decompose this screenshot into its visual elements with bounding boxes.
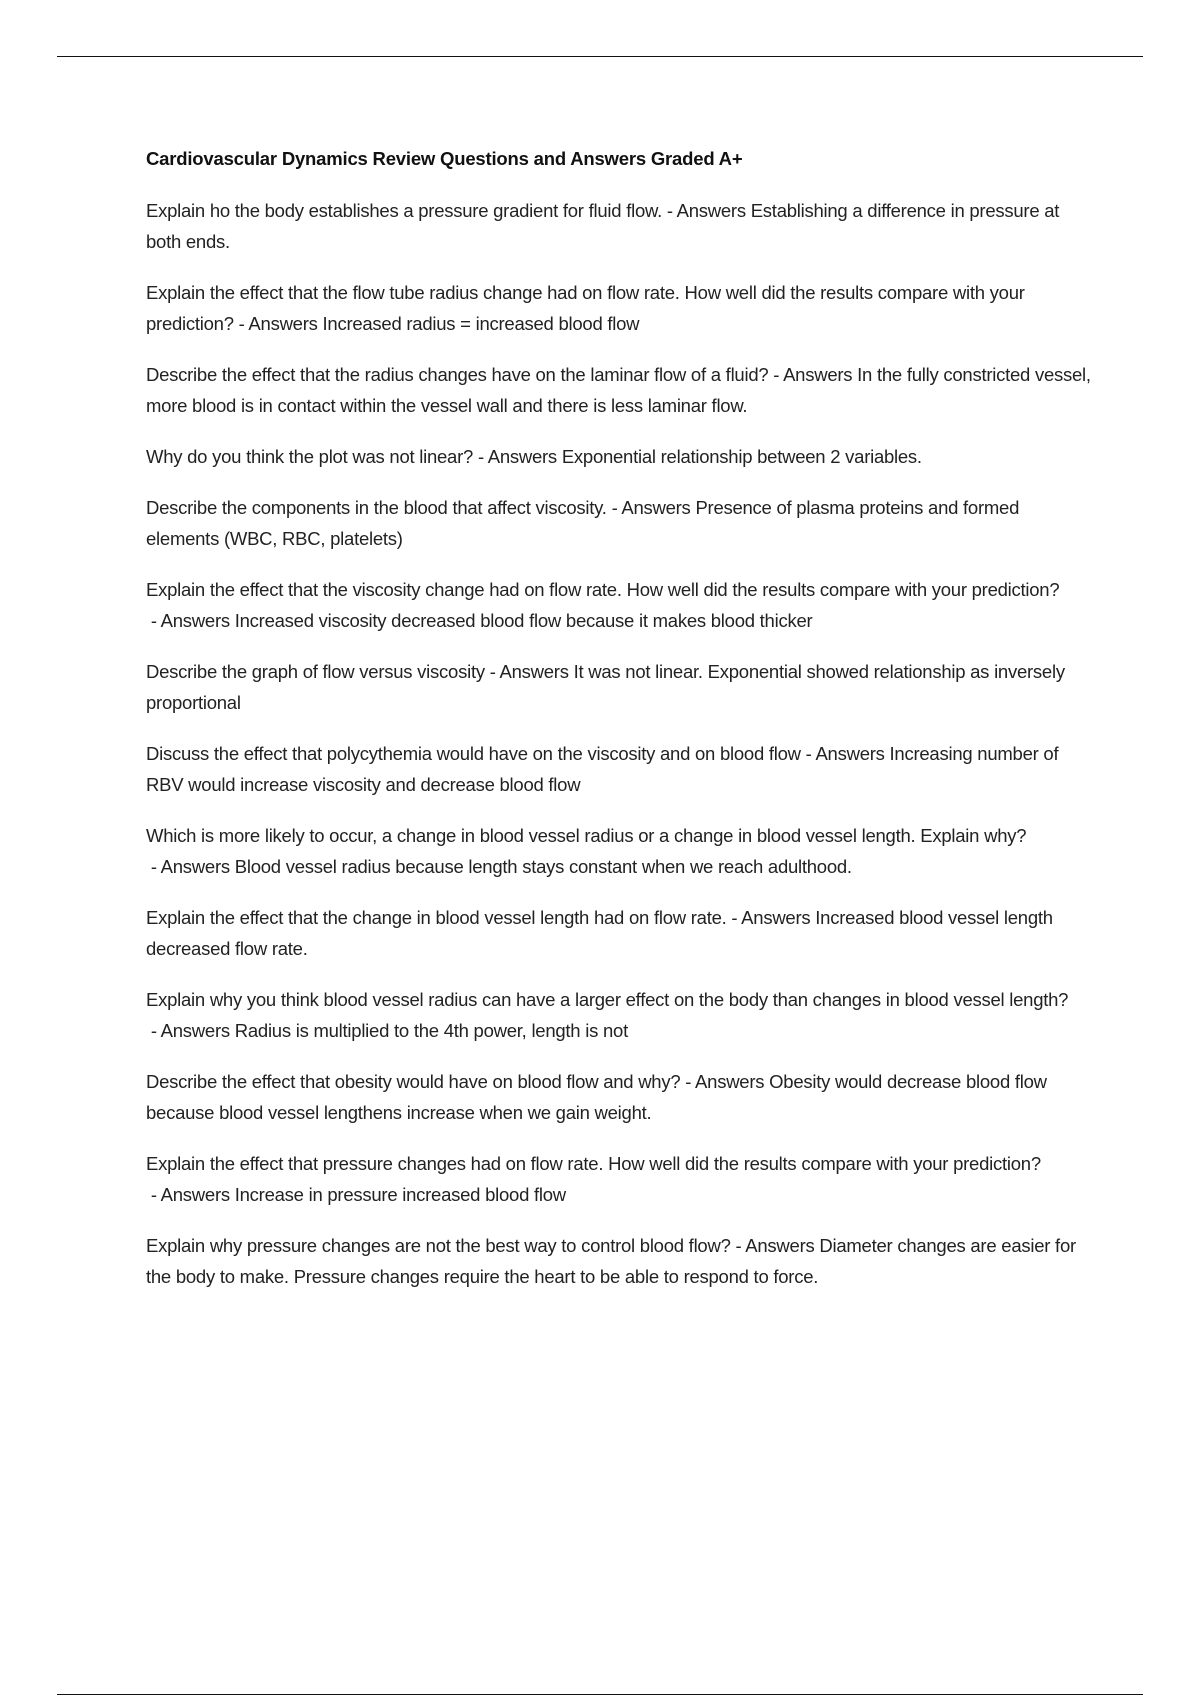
qa-item — [146, 902, 1096, 964]
answer-prefix: - Answers — [726, 907, 816, 928]
question-text: Explain the effect that the flow tube radius change had on flow rate. How well did the results compare with your prediction? — [146, 282, 1025, 334]
question-text: Which is more likely to occur, a change in blood vessel radius or a change in blood vessel length. Explain why? — [146, 825, 1027, 846]
qa-item — [146, 195, 1096, 257]
question-text: Explain the effect that the viscosity change had on flow rate. How well did the results compare with your prediction? — [146, 579, 1060, 600]
qa-item — [146, 492, 1096, 554]
document-body — [146, 144, 1096, 1312]
answer-text: Increasing number of RBV would increase viscosity and decrease blood flow — [146, 743, 1059, 795]
qa-item — [146, 738, 1096, 800]
answer-prefix: - Answers — [146, 856, 235, 877]
answer-text: Radius is multiplied to the 4th power, length is not — [234, 1020, 628, 1041]
footer-rule — [57, 1694, 1143, 1695]
qa-item — [146, 359, 1096, 421]
answer-text: Obesity would decrease blood flow because blood vessel lengthens increase when we gain weight. — [146, 1071, 1047, 1123]
qa-item — [146, 1230, 1096, 1292]
answer-prefix: - Answers — [233, 313, 323, 334]
document-title: Cardiovascular Dynamics Review Questions and Answers Graded A+ — [146, 148, 743, 169]
question-text: Describe the graph of flow versus viscosity — [146, 661, 485, 682]
question-text: Describe the effect that the radius changes have on the laminar flow of a fluid? — [146, 364, 769, 385]
answer-prefix: - Answers — [473, 446, 562, 467]
answer-text: Establishing a difference in pressure at both ends. — [146, 200, 1060, 252]
question-text: Explain why you think blood vessel radius can have a larger effect on the body than changes in blood vessel length? — [146, 989, 1069, 1010]
header-rule — [57, 56, 1143, 57]
answer-text: Presence of plasma proteins and formed elements (WBC, RBC, platelets) — [146, 497, 1020, 549]
answer-prefix: - Answers — [680, 1071, 770, 1092]
answer-text: Diameter changes are easier for the body to make. Pressure changes require the heart to be able to respond to force. — [146, 1235, 1076, 1287]
qa-item — [146, 277, 1096, 339]
qa-item — [146, 1066, 1096, 1128]
answer-prefix: - Answers — [146, 1020, 235, 1041]
qa-item — [146, 441, 1096, 472]
answer-prefix: - Answers — [606, 497, 696, 518]
answer-text: Blood vessel radius because length stays constant when we reach adulthood. — [234, 856, 852, 877]
qa-item — [146, 574, 1096, 636]
question-text: Why do you think the plot was not linear? — [146, 446, 474, 467]
answer-prefix: - Answers — [768, 364, 858, 385]
answer-prefix: - Answers — [146, 1184, 235, 1205]
qa-item — [146, 1148, 1096, 1210]
answer-text: Exponential relationship between 2 variables. — [561, 446, 922, 467]
answer-prefix: - Answers — [800, 743, 890, 764]
answer-prefix: - Answers — [661, 200, 751, 221]
answer-text: In the fully constricted vessel, more blood is in contact within the vessel wall and there is less laminar flow. — [146, 364, 1091, 416]
question-text: Explain the effect that the change in blood vessel length had on flow rate. — [146, 907, 727, 928]
answer-prefix: - Answers — [146, 610, 235, 631]
question-text: Explain the effect that pressure changes had on flow rate. How well did the results compare with your prediction? — [146, 1153, 1041, 1174]
question-text: Explain ho the body establishes a pressure gradient for fluid flow. — [146, 200, 662, 221]
answer-text: Increased viscosity decreased blood flow because it makes blood thicker — [234, 610, 813, 631]
question-text: Describe the components in the blood that affect viscosity. — [146, 497, 607, 518]
question-text: Explain why pressure changes are not the best way to control blood flow? — [146, 1235, 731, 1256]
qa-item — [146, 984, 1096, 1046]
answer-text: It was not linear. Exponential showed relationship as inversely proportional — [146, 661, 1065, 713]
answer-prefix: - Answers — [484, 661, 574, 682]
answer-text: Increased radius = increased blood flow — [322, 313, 640, 334]
answer-text: Increase in pressure increased blood flow — [234, 1184, 566, 1205]
qa-item — [146, 656, 1096, 718]
qa-item — [146, 820, 1096, 882]
answer-text: Increased blood vessel length decreased flow rate. — [146, 907, 1053, 959]
answer-prefix: - Answers — [730, 1235, 820, 1256]
question-text: Discuss the effect that polycythemia would have on the viscosity and on blood flow — [146, 743, 801, 764]
question-text: Describe the effect that obesity would have on blood flow and why? — [146, 1071, 681, 1092]
